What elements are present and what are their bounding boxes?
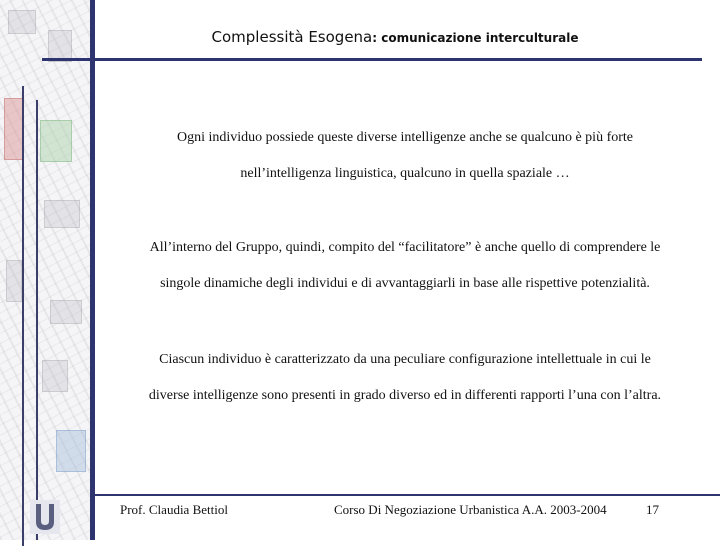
page-number: 17 bbox=[646, 502, 659, 517]
map-block bbox=[4, 98, 24, 160]
paragraph-line: All’interno del Gruppo, quindi, compito del “facilitatore” è anche quello di comprendere le bbox=[149, 240, 661, 255]
decorative-line bbox=[22, 86, 24, 546]
paragraph-line: nell’intelligenza linguistica, qualcuno in quella spaziale … bbox=[240, 166, 570, 181]
university-logo-icon bbox=[30, 500, 60, 534]
title-rule bbox=[42, 58, 702, 61]
decorative-line bbox=[36, 100, 38, 540]
footer-author: Prof. Claudia Bettiol bbox=[120, 502, 228, 517]
footer-course: Corso Di Negoziazione Urbanistica A.A. 2003-2004 bbox=[334, 502, 607, 517]
paragraph-line: diverse intelligenze sono presenti in grado diverso ed in differenti rapporti l’una con l’altra. bbox=[148, 388, 662, 403]
slide-title-main: Complessità Esogena bbox=[211, 28, 373, 46]
map-block bbox=[56, 430, 86, 472]
map-block bbox=[42, 360, 68, 392]
map-block bbox=[50, 300, 82, 324]
slide-title bbox=[95, 28, 695, 46]
paragraph-line: Ciascun individuo è caratterizzato da una peculiare configurazione intellettuale in cui le bbox=[159, 352, 651, 367]
map-block bbox=[8, 10, 36, 34]
paragraph-line: singole dinamiche degli individui e di avvantaggiarli in base alle rispettive potenzialità. bbox=[160, 276, 650, 291]
paragraph-1 bbox=[100, 120, 710, 192]
decorative-map-strip bbox=[0, 0, 92, 540]
paragraph-line: Ogni individuo possiede queste diverse intelligenze anche se qualcuno è più forte bbox=[176, 130, 634, 145]
paragraph-2 bbox=[100, 230, 710, 302]
map-block bbox=[6, 260, 22, 302]
left-accent-bar bbox=[90, 0, 95, 540]
map-block bbox=[44, 200, 80, 228]
paragraph-3 bbox=[100, 342, 710, 414]
map-block bbox=[40, 120, 72, 162]
slide-title-sub: : comunicazione interculturale bbox=[372, 31, 579, 45]
footer-rule bbox=[95, 494, 720, 496]
